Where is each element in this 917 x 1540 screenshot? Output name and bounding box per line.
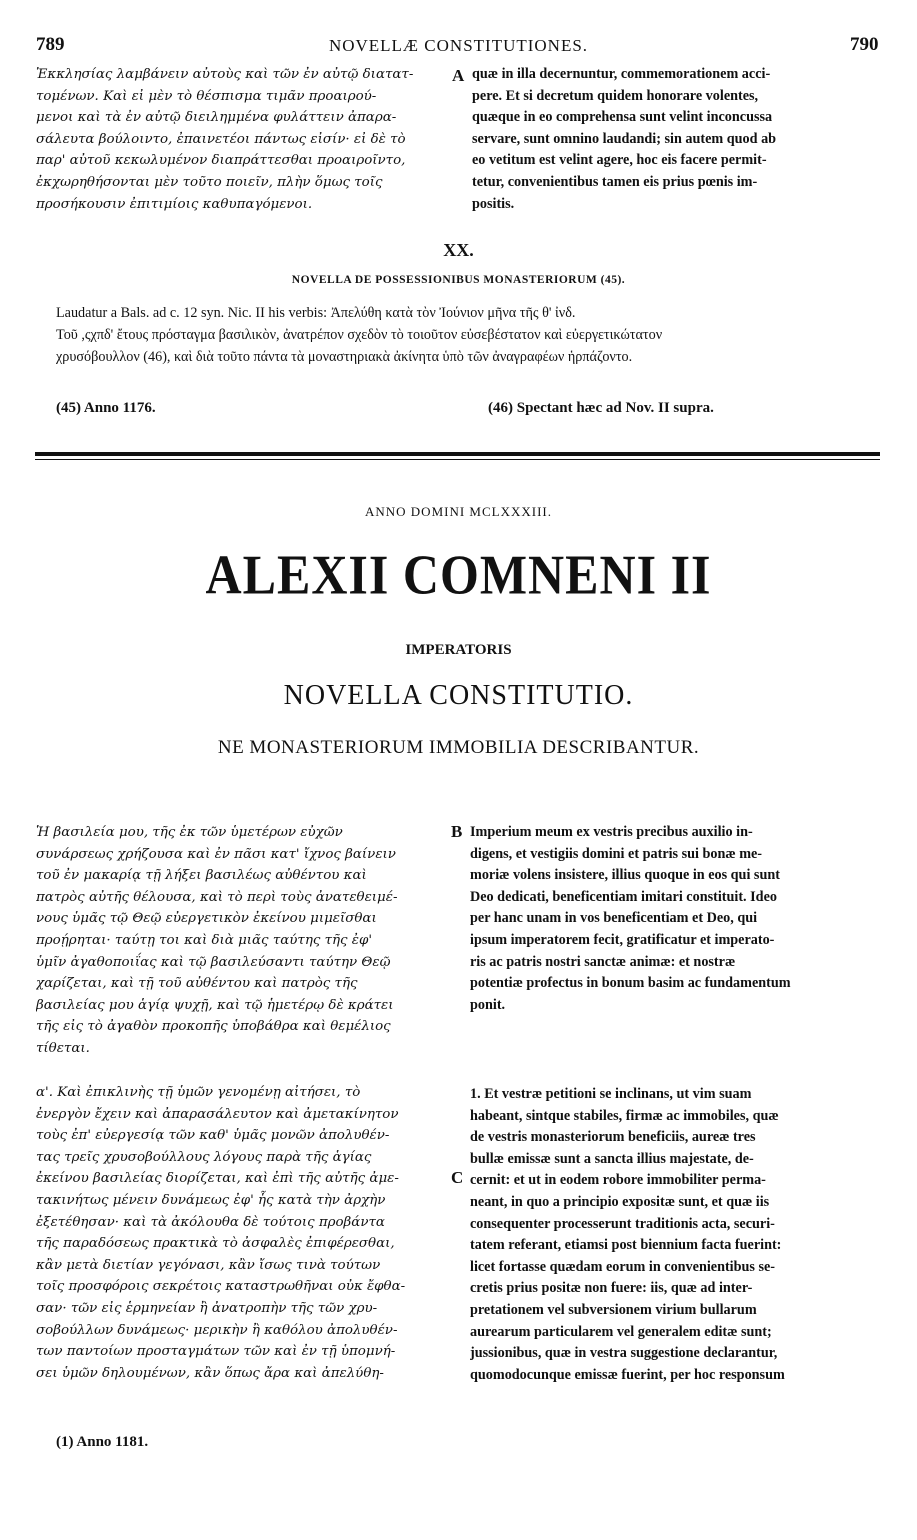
text-line: consequenter processerunt traditionis acta, securi- [470,1215,775,1232]
text-line: χρυσόβουλλον (46), καὶ διὰ τοῦτο πάντα τὰ μοναστηριακὰ ἀκίνητα ὑπὸ τῶν ἀναγραφέων ἡρπάζοντο. [56,349,633,365]
text-line: pere. Et si decretum quidem honorare volentes, [472,87,759,104]
text-line: positis. [472,195,515,212]
text-line: νους ὑμᾶς τῷ Θεῷ εὐεργετικὸν ἐκείνου μιμεῖσθαι [36,911,377,927]
latin-paragraph-2 [470,1084,880,1386]
text-line: ἐνεργὸν ἔχειν καὶ ἀπαρασάλευτον καὶ ἀμετακίνητον [36,1106,399,1122]
divider-rule-thin [35,459,880,460]
running-title: NOVELLÆ CONSTITUTIONES. [328,36,589,55]
latin-paragraph-1 [470,822,880,1016]
text-line: τῆς παραδόσεως πρακτικὰ τὸ ἀσφαλὲς ἐπιφέρεσθαι, [36,1236,395,1252]
text-line: Imperium meum ex vestris precibus auxilio in- [470,824,753,840]
text-line: βασιλείας μου ἁγίᾳ ψυχῇ, καὶ τῷ ἡμετέρῳ δὲ κράτει [36,997,394,1013]
text-line: ἐκχωρηθήσονται μὲν τοῦτο ποιεῖν, πλὴν ὅμως τοῖς [36,174,383,190]
text-line: aurearum particularem vel generalem editæ sunt; [470,1323,772,1340]
text-line: τομένων. Καὶ εἰ μὲν τὸ θέσπισμα τιμᾶν προαιρού- [36,88,377,104]
text-line: jussionibus, quæ in vestra suggestione declarantur, [470,1345,778,1362]
text-line: α'. Καὶ ἐπικλινὴς τῇ ὑμῶν γενομένῃ αἰτήσει, τὸ [36,1085,361,1100]
text-line: bullæ emissæ sunt a sancta illius majestate, de- [470,1150,754,1167]
text-line: ponit. [470,996,506,1013]
text-line: de vestris monasteriorum beneficiis, aureæ tres [470,1129,756,1146]
text-line: σει ὑμῶν δηλουμένων, κἂν ὅπως ἄρα καὶ ἀπελύθη- [36,1365,384,1381]
text-line: pretationem vel subversionem virium bullarum [470,1301,757,1318]
text-line: quæque in eo comprehensa sunt velint inconcussa [472,109,773,126]
section-title: NOVELLA DE POSSESSIONIBUS MONASTERIORUM (45). [291,274,626,286]
text-line: per hanc unam in vos beneficentiam et Deo, qui [470,910,758,927]
page-number-left: 789 [36,34,65,55]
text-line: digens, et vestigiis domini et patris sui bonæ me- [470,845,763,862]
text-line: παρ' αὐτοῦ κεκωλυμένον διαπράττεσθαι προαιροῖντο, [36,153,406,169]
top-greek-column [36,64,456,215]
top-latin-column [472,64,880,215]
text-line: συνάρσεως χρήζουσα καὶ ἐν πᾶσι κατ' ἴχνος βαίνειν [36,846,396,862]
novella-heading: NOVELLA CONSTITUTIO. [283,680,634,711]
text-line: πατρὸς αὐτῆς θέλουσα, καὶ τὸ περὶ τοὺς ἀνατεθειμέ- [36,889,398,905]
text-line: προῄρηται· ταύτῃ τοι καὶ διὰ μιᾶς ταύτης τῆς ἐφ' [36,932,373,948]
text-line: tetur, convenientibus tamen eis prius pœnis im- [472,173,758,190]
text-line: ἐξετέθησαν· καὶ τὰ ἀκόλουθα δὲ τούτοις προβάντα [36,1214,385,1230]
text-line: χαρίζεται, καὶ τῇ τοῦ αὐθέντου καὶ πατρὸς τῆς [36,976,358,992]
text-line: σάλευτα βούλοιντο, ἐπαινετέοι πάντως εἰσίν· εἰ δὲ τὸ [36,131,406,147]
column-marker-a: A [452,66,465,85]
greek-paragraph-2 [36,1082,450,1384]
section-number: XX. [443,240,474,260]
column-marker-c: C [451,1168,464,1187]
text-line: tatem referant, etiamsi post biennium facta fuerint: [470,1237,782,1254]
imperatoris-heading: IMPERATORIS [405,642,512,658]
main-title: ALEXII COMNENI II [205,543,712,606]
text-line: cernit: et ut in eodem robore immobiliter perma- [470,1172,766,1189]
text-line: servare, sunt omnino laudandi; sin autem quod ab [472,130,777,147]
text-line: Ἡ βασιλεία μου, τῆς ἐκ τῶν ὑμετέρων εὐχῶν [36,825,343,840]
text-line: κἂν μετὰ διετίαν γεγόνασι, κἂν ἴσως τινὰ τούτων [36,1257,381,1273]
text-line: Laudatur a Bals. ad c. 12 syn. Nic. II his verbis: Ἀπελύθη κατὰ τὸν Ἰούνιον μῆνα τῆς θ' ἰνδ. [56,305,576,321]
text-line: Ἐκκλησίας λαμβάνειν αὐτοὺς καὶ τῶν ἐν αὐτῷ διατατ- [36,67,414,82]
text-line: σοβούλλων δυνάμεως· μερικὴν ἢ καθόλου ἀπολυθέν- [36,1322,398,1338]
greek-paragraph-1 [36,822,450,1060]
subtitle: NE MONASTERIORUM IMMOBILIA DESCRIBANTUR. [217,737,700,758]
text-line: Deo dedicati, beneficentiam imitari constituit. Ideo [470,888,777,905]
text-line: τοὺς ἐπ' εὐεργεσίᾳ τῶν καθ' ὑμᾶς μονῶν ἀπολυθέν- [36,1128,390,1144]
text-line: τας τρεῖς χρυσοβούλλους λόγους παρὰ τῆς ἁγίας [36,1149,372,1165]
text-line: ris ac patris nostri sanctæ animæ: et nostræ [470,953,736,970]
text-line: moriæ volens insistere, illius quoque in eos qui sunt [470,867,780,884]
text-line: potentiæ profectus in bonum basim ac fundamentum [470,975,791,992]
text-line: neant, in quo a principio expositæ sunt, et quæ iis [470,1193,770,1210]
text-line: τῆς εἰς τὸ ἀγαθὸν προκοπῆς ὑποβάθρα καὶ θεμέλιος [36,1019,391,1035]
text-line: μενοι καὶ τὰ ἐν αὐτῷ διειλημμένα φυλάττειν ἀπαρα- [36,110,397,126]
footnote-1: (1) Anno 1181. [56,1434,149,1450]
divider-rule-thick [35,452,880,456]
column-marker-b: B [451,822,463,841]
anno-domini: ANNO DOMINI MCLXXXIII. [364,504,552,519]
text-line: quomodocunque emissæ fuerint, per hoc responsum [470,1366,785,1383]
text-line: των παντοίων προσταγμάτων τῶν καὶ ἐν τῇ ὑπομνή- [36,1344,396,1360]
text-line: σαν· τῶν εἰς ἑρμηνείαν ἢ ἀνατροπὴν τῆς τῶν χρυ- [36,1300,378,1316]
text-line: ἐκείνου βασιλείας διορίζεται, καὶ ἐπὶ τῆς αὐτῆς ἀμε- [36,1171,399,1187]
text-line: ὑμῖν ἀγαθοποιΐας καὶ τῷ βασιλεύσαντι ταύτην Θεῷ [36,954,391,970]
text-line: προσήκουσιν ἐπιτιμίοις καθυπαγόμενοι. [36,196,313,212]
text-line: cretis prius positæ non fuere: iis, quæ ad inter- [470,1280,753,1297]
text-line: 1. Et vestræ petitioni se inclinans, ut vim suam [470,1086,752,1102]
text-line: licet fortasse quædam eorum in convenientibus se- [470,1258,776,1275]
text-line: ipsum imperatorem fecit, gratificatur et imperato- [470,931,775,948]
text-line: habeant, sintque stabiles, firmæ ac immobiles, quæ [470,1107,779,1124]
text-line: quæ in illa decernuntur, commemorationem acci- [472,66,771,82]
section-xx-text [56,302,882,368]
text-line: τακινήτως μένειν δυνάμεως ἐφ' ἧς κατὰ τὴν ἀρχὴν [36,1192,386,1208]
page-number-right: 790 [850,34,879,55]
footnote-45: (45) Anno 1176. [56,400,156,416]
text-line: eo vetitum est velint agere, hoc eis facere permit- [472,152,767,169]
text-line: Τοῦ ,ςχπδ' ἔτους πρόσταγμα βασιλικὸν, ἀνατρέπον σχεδὸν τὸ τοιοῦτον εὐσεβέστατον καὶ εὐεργετικώτατον [56,327,663,343]
text-line: τοῦ ἐν μακαρίᾳ τῇ λήξει βασιλέως αὐθέντου καὶ [36,868,367,884]
text-line: τίθεται. [36,1040,90,1056]
footnote-46: (46) Spectant hæc ad Nov. II supra. [488,400,714,416]
text-line: τοῖς προσφόροις σεκρέτοις καταστρωθῆναι οὐκ ἔφθα- [36,1279,406,1295]
